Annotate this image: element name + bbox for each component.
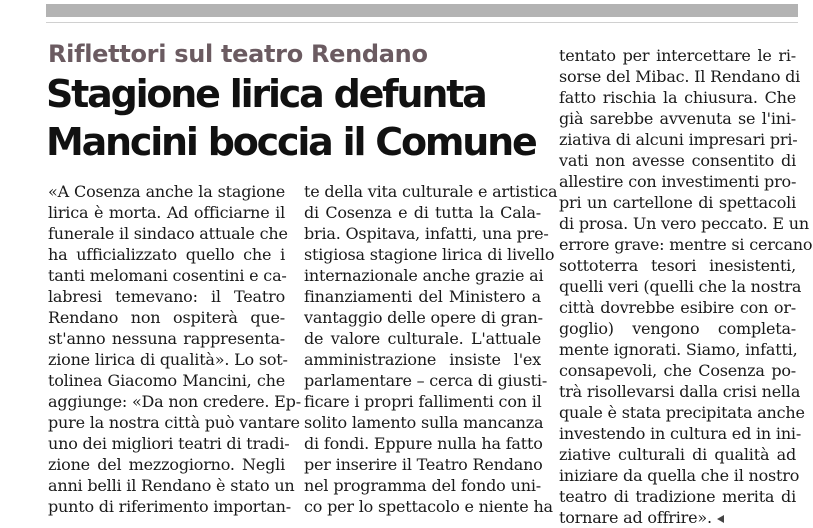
text-line: finanziamenti del Ministero a — [304, 287, 541, 306]
text-line: punto di riferimento importan- — [48, 497, 291, 516]
text-line: allestire con investimenti pro- — [559, 172, 797, 191]
top-rule-bar — [46, 4, 798, 17]
text-line: aggiunge: «Da non credere. Ep- — [48, 392, 301, 411]
text-line: quale è stata precipitata anche — [559, 403, 805, 422]
text-line: tentato per intercettare le ri- — [559, 46, 796, 65]
text-line: fatto rischia la chiusura. Che — [559, 88, 796, 107]
text-line: vati non avesse consentito di — [559, 151, 796, 170]
text-line: de valore culturale. L'attuale — [304, 329, 541, 348]
text-line: sorse del Mibac. Il Rendano di — [559, 67, 801, 86]
headline-line-1: Stagione lirica defunta — [46, 72, 486, 116]
text-line: st'anno nessuna rappresenta- — [48, 329, 285, 348]
text-line: amministrazione insiste l'ex — [304, 350, 541, 369]
text-line: vantaggio delle opere di gran- — [304, 308, 543, 327]
text-line: errore grave: mentre si cercano — [559, 235, 813, 254]
text-line: di prosa. Un vero peccato. E un — [559, 214, 809, 233]
text-line: nel programma del fondo uni- — [304, 476, 541, 495]
text-line: consapevoli, che Cosenza po- — [559, 361, 796, 380]
article-headline — [46, 70, 536, 166]
text-line: anni belli il Rendano è stato un — [48, 476, 295, 495]
article-column-3 — [559, 45, 813, 528]
text-line: solito lamento sulla mancanza — [304, 413, 544, 432]
text-line: parlamentare – cerca di giusti- — [304, 371, 548, 390]
text-line: stigiosa stagione lirica di livello — [304, 245, 555, 264]
text-line: bria. Ospitava, infatti, una pre- — [304, 224, 549, 243]
text-line: teatro di tradizione merita di — [559, 487, 796, 506]
text-line: tornare ad offrire». — [559, 507, 796, 528]
text-line: tolinea Giacomo Mancini, che — [48, 371, 285, 390]
end-of-article-icon — [717, 515, 724, 523]
text-line: per inserire il Teatro Rendano — [304, 455, 543, 474]
text-line: labresi temevano: il Teatro — [48, 287, 285, 306]
article-column-2 — [304, 181, 558, 517]
text-line: internazionale anche grazie ai — [304, 266, 544, 285]
text-line: ziativa di alcuni impresari pri- — [559, 130, 798, 149]
text-line: zione del mezzogiorno. Negli — [48, 455, 285, 474]
text-line: iniziare da quella che il nostro — [559, 466, 800, 485]
text-line: zione lirica di qualità». Lo sot- — [48, 350, 288, 369]
text-line: co per lo spettacolo e niente ha — [304, 497, 553, 516]
text-line: funerale il sindaco attuale che — [48, 224, 288, 243]
text-line: di fondi. Eppure nulla ha fatto — [304, 434, 543, 453]
text-line: te della vita culturale e artistica — [304, 182, 558, 201]
text-line: lirica è morta. Ad officiarne il — [48, 203, 285, 222]
text-line: di Cosenza e di tutta la Cala- — [304, 203, 541, 222]
text-line: pri un cartellone di spettacoli — [559, 193, 796, 212]
text-line: investendo in cultura ed in ini- — [559, 424, 802, 443]
article-column-1 — [48, 181, 301, 517]
text-line: ziative culturali di qualità ad — [559, 445, 796, 464]
text-line: mente ignorati. Siamo, infatti, — [559, 340, 798, 359]
text-line: trà risollevarsi dalla crisi nella — [559, 382, 801, 401]
article-kicker: Riflettori sul teatro Rendano — [48, 40, 428, 68]
text-line: tanti melomani cosentini e ca- — [48, 266, 287, 285]
top-rule-line — [46, 22, 798, 23]
text-line: Rendano non ospiterà que- — [48, 308, 285, 327]
text-line: «A Cosenza anche la stagione — [48, 182, 285, 201]
text-line: goglio) vengono completa- — [559, 319, 796, 338]
text-line: sottoterra tesori inesistenti, — [559, 256, 796, 275]
text-line: città dovrebbe esibire con or- — [559, 298, 796, 317]
headline-line-2: Mancini boccia il Comune — [46, 120, 536, 164]
text-line: uno dei migliori teatri di tradi- — [48, 434, 290, 453]
text-line: già sarebbe avvenuta se l'ini- — [559, 109, 796, 128]
text-line: pure la nostra città può vantare — [48, 413, 300, 432]
text-line: ha ufficializzato quello che i — [48, 245, 285, 264]
text-line: ficare i propri fallimenti con il — [304, 392, 542, 411]
text-line: quelli veri (quelli che la nostra — [559, 277, 802, 296]
